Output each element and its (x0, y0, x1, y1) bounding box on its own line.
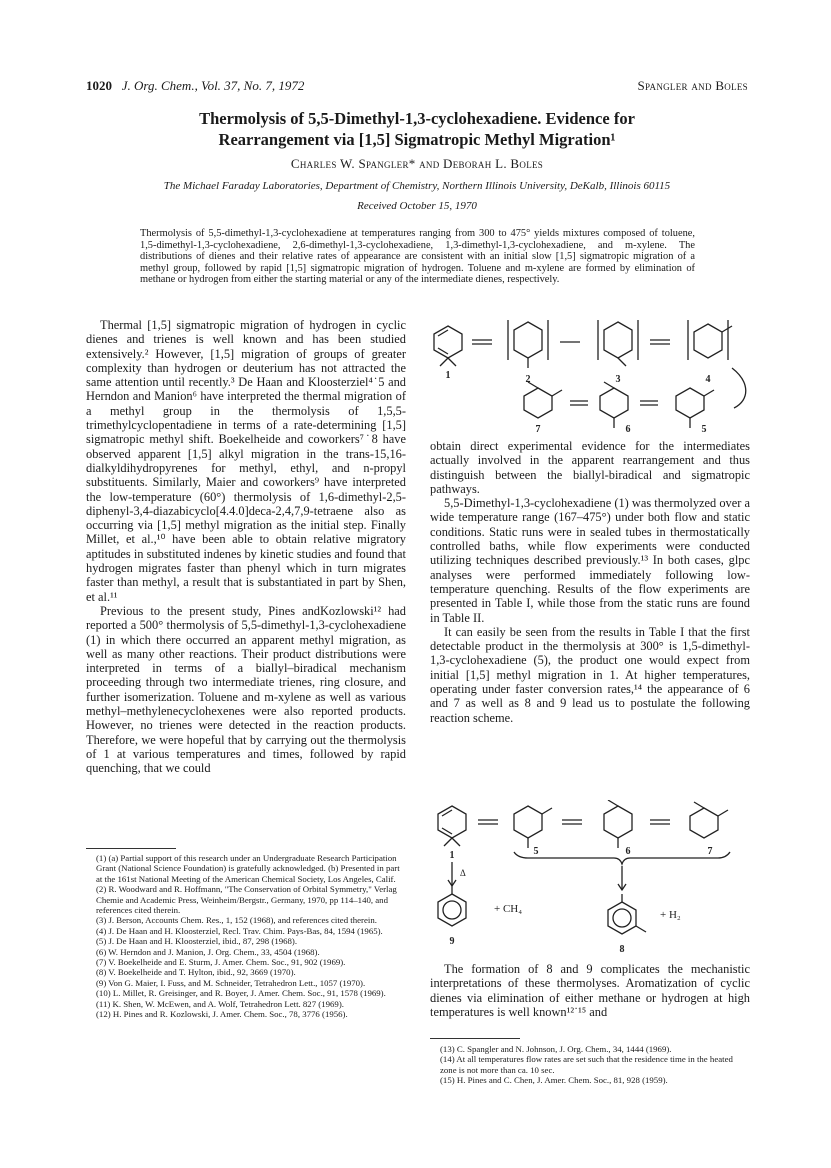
compound-label: 2 (525, 374, 531, 385)
paragraph: obtain direct experimental evidence for the intermediates actually involved in the apparent rearrangement and thus distinguish between the biallyl-biradical and sigmatropic pathways. (430, 439, 750, 496)
footnote: (11) K. Shen, W. McEwen, and A. Wolf, Tetrahedron Lett. 827 (1969). (96, 998, 344, 1009)
running-authors: Spangler and Boles (637, 78, 748, 93)
authors: Charles W. Spangler* and Deborah L. Boles (290, 156, 544, 171)
footnote: (6) W. Herndon and J. Manion, J. Org. Chem., 33, 4504 (1968). (96, 946, 320, 957)
footnote: (7) V. Boekelheide and E. Sturm, J. Amer. Chem. Soc., 91, 902 (1969). (96, 957, 346, 968)
compound-label: 5 (533, 846, 539, 857)
paragraph: 5,5-Dimethyl-1,3-cyclohexadiene (1) was thermolyzed over a wide temperature range (167–475°) under both flow and static conditions. Static runs were in sealed tubes in thermostatically controlled baths, while flow experiments were conducted utilizing techniques described previously.¹³ In both cases, glpc analyses were performed immediately following low-temperature quenching. Results of the flow experiments are presented in Table I, while those from the static runs are found in Table II. (430, 496, 750, 625)
compound-label: 7 (535, 424, 541, 434)
compound-label: 1 (445, 370, 451, 381)
footnote: (9) Von G. Maier, I. Fuss, and M. Schneider, Tetrahedron Lett., 1057 (1970). (96, 977, 366, 988)
affiliation: The Michael Faraday Laboratories, Department of Chemistry, Northern Illinois University, DeKalb, Illinois 60115 (163, 180, 671, 192)
heat-symbol: Δ (460, 868, 466, 878)
footnotes-right (430, 1044, 750, 1086)
title-line-1: Thermolysis of 5,5-Dimethyl-1,3-cyclohexadiene. Evidence for (199, 109, 635, 128)
footnote-rule (86, 848, 176, 849)
compound-label: 8 (619, 944, 625, 955)
compound-label: 4 (705, 374, 711, 385)
right-column-body-continued (430, 962, 750, 1019)
compound-label: 6 (625, 846, 631, 857)
article-title (86, 108, 748, 150)
paragraph: The formation of 8 and 9 complicates the mechanistic interpretations of these thermolyses. Aromatization of cyclic dienes via elimination of either methane or hydrogen at high temperatures is well known¹²˙¹⁵ and (430, 962, 750, 1019)
footnote: (5) J. De Haan and H. Kloosterziel, ibid., 87, 298 (1968). (96, 936, 298, 947)
scheme-2-aromatization (428, 800, 758, 956)
compound-label: 3 (615, 374, 621, 385)
footnote: (10) L. Millet, R. Greisinger, and R. Boyer, J. Amer. Chem. Soc., 91, 1578 (1969). (96, 988, 386, 999)
footnote: (15) H. Pines and C. Chen, J. Amer. Chem. Soc., 81, 928 (1959). (440, 1075, 668, 1086)
footnote: (2) R. Woodward and R. Hoffmann, "The Conservation of Orbital Symmetry," Verlag Chemie and Academic Press, Weinheim/Bergstr., Germany, 1970, pp 114–140, and references cited therein. (96, 884, 397, 916)
footnote: (12) H. Pines and R. Kozlowski, J. Amer. Chem. Soc., 78, 3776 (1956). (96, 1009, 348, 1020)
hydrogen-byproduct: + H₂ (660, 909, 681, 921)
paragraph: Thermal [1,5] sigmatropic migration of hydrogen in cyclic dienes and trienes is well known and has been studied extensively.² However, [1,5] migration of groups of greater complexity than hydrogen or deuterium has not attracted the same attention until recently.³ De Haan and Kloosterziel⁴˙5 and Herndon and Manion⁶ have interpreted the thermal migration of a methyl group in the thermolysis of 1,5,5-trimethylcyclopentadiene in terms of a rate-determining [1,5] sigmatropic methyl shift. Boekelheide and coworkers⁷˙8 have observed apparent [1,5] alkyl migration in the trans-15,16-dialkyldihydropyrenes for methyl, ethyl, and n-propyl substituents. Similarly, Maier and coworkers⁹ have interpreted the low-temperature (60°) thermolysis of 1,6-dimethyl-2,5-diphenyl-3,4-diazabicyclo[4.4.0]deca-2,4,7,9-tetraene also as occurring via [1,5] methyl migration as the initial step. Finally Millet, et al.,¹⁰ have been able to obtain relative migratory aptitudes in substituted indenes by kinetic studies and found that hydrogen migrates faster than phenyl which in turn migrates faster than methyl, a result that is substantiated in part by Shen, et al.¹¹ (86, 318, 406, 604)
right-column-body (430, 439, 750, 725)
footnote: (4) J. De Haan and H. Kloosterziel, Recl. Trav. Chim. Pays-Bas, 84, 1594 (1965). (96, 925, 383, 936)
compound-label: 1 (449, 850, 455, 861)
methane-byproduct: + CH₄ (494, 903, 523, 915)
left-column-body (86, 318, 406, 776)
footnote: (13) C. Spangler and N. Johnson, J. Org. Chem., 34, 1444 (1969). (440, 1044, 672, 1054)
footnote: (14) At all temperatures flow rates are set such that the residence time in the heated zone is not more than ca. 10 sec. (440, 1054, 733, 1075)
scheme-1-rearrangement (428, 312, 758, 434)
page-number: 1020 (86, 78, 112, 93)
footnote: (3) J. Berson, Accounts Chem. Res., 1, 152 (1968), and references cited therein. (96, 915, 377, 926)
compound-label: 5 (701, 424, 707, 434)
received-date: Received October 15, 1970 (357, 200, 477, 212)
footnotes-left (86, 853, 406, 1020)
compound-label: 7 (707, 846, 713, 857)
footnote-rule (430, 1038, 520, 1039)
title-line-2: Rearrangement via [1,5] Sigmatropic Methyl Migration¹ (218, 130, 616, 149)
abstract: Thermolysis of 5,5-dimethyl-1,3-cyclohexadiene at temperatures ranging from 300 to 475° yields mixtures composed of toluene, 1,5-dimethyl-1,3-cyclohexadiene, 2,6-dimethyl-1,3-cyclohexadiene, 1,3-dimethyl-1,3-cyclohexadiene, and m-xylene. The distributions of dienes and their relative rates of appearance are consistent with an initial slow [1,5] sigmatropic migration of a methyl group, followed by rapid [1,5] sigmatropic migration of hydrogen. Toluene and m-xylene are formed by elimination of methane or hydrogen from either the starting material or any of the intermediate dienes, respectively. (140, 228, 695, 286)
compound-label: 6 (625, 424, 631, 434)
footnote: (8) V. Boekelheide and T. Hylton, ibid., 92, 3669 (1970). (96, 967, 296, 978)
footnote: (1) (a) Partial support of this research under an Undergraduate Research Participation Grant (National Science Foundation) is gratefully acknowledged. (b) Presented in part at the 161st National Meeting of the American Chemical Society, Los Angeles, Calif. (96, 853, 400, 884)
compound-label: 9 (449, 936, 455, 947)
running-header (86, 78, 748, 94)
journal-citation: J. Org. Chem., Vol. 37, No. 7, 1972 (121, 78, 305, 93)
paragraph: It can easily be seen from the results in Table I that the first detectable product in the thermolysis at 300° is 1,5-dimethyl-1,3-cyclohexadiene (5), the product one would expect from initial [1,5] methyl migration in 1. At higher temperatures, operating under faster conversion rates,¹⁴ the appearance of 6 and 7 as well as 8 and 9 lead us to postulate the following reaction scheme. (430, 624, 750, 725)
paragraph: Previous to the present study, Pines andKozlowski¹² had reported a 500° thermolysis of 5,5-dimethyl-1,3-cyclohexadiene (1) in which there occurred an apparent methyl migration, as well as many other reactions. Their product distributions were interpreted in terms of a biallyl–biradical mechanism proceeding through two intermediate trienes, ring closure, and further isomerization. Toluene and m-xylene as well as various methyl–methylenecyclohexenes were also reported products. However, no trienes were detected in the reaction products. Therefore, we were hopeful that by carrying out the thermolysis of 1 at various temperatures and times, followed by rapid quenching, that we could (86, 603, 406, 776)
